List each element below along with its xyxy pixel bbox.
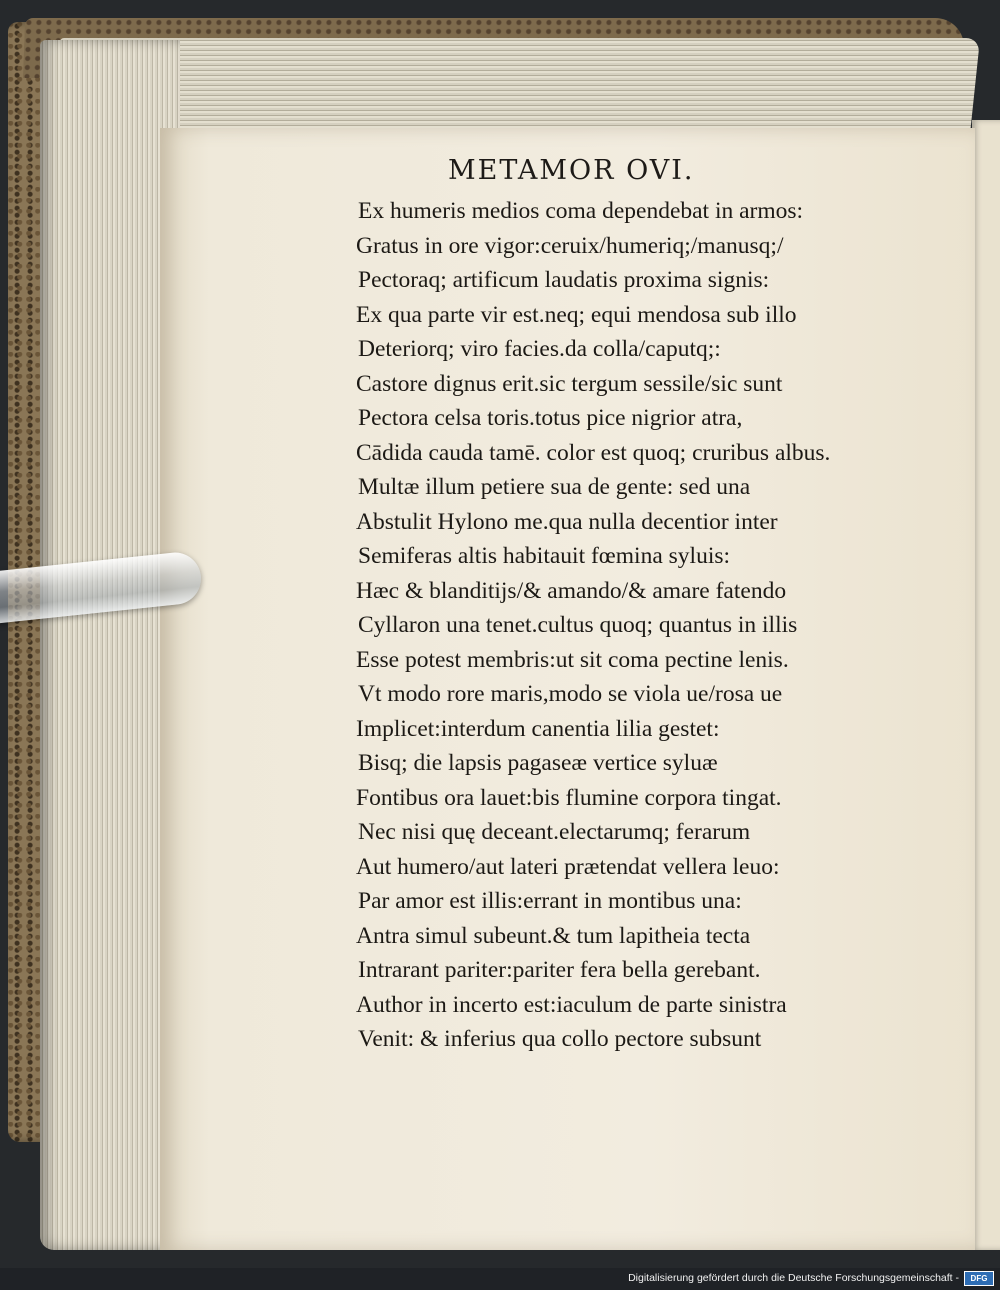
verse-line: Abstulit Hylono me.qua nulla decentior inter	[356, 508, 778, 535]
verse-line: Vt modo rore maris,modo se viola ue/rosa ue	[358, 681, 783, 707]
verse-line: Esse potest membris:ut sit coma pectine lenis.	[356, 646, 789, 673]
dfg-logo: DFG	[964, 1271, 994, 1286]
verse-line: Nec nisi quę deceant.electarumq; ferarum	[358, 819, 751, 845]
page-block-fore-edge	[40, 40, 180, 1250]
verse-line: Gratus in ore vigor:ceruix/humeriq;/manusq;/	[356, 232, 784, 259]
verse-line: Antra simul subeunt.& tum lapitheia tecta	[356, 922, 751, 949]
verse-line: Deteriorq; viro facies.da colla/caputq;:	[358, 336, 721, 362]
verse-line: Bisq; die lapsis pagaseæ vertice syluæ	[358, 750, 718, 776]
verse-line: Pectora celsa toris.totus pice nigrior atra,	[358, 405, 743, 431]
verse-line: Ex qua parte vir est.neq; equi mendosa sub illo	[356, 301, 797, 328]
verse-text	[356, 194, 830, 1057]
running-head: METAMOR OVI.	[448, 155, 695, 186]
verse-line: Implicet:interdum canentia lilia gestet:	[356, 715, 720, 742]
facing-page-edge	[972, 120, 1000, 1250]
credit-text: Digitalisierung gefördert durch die Deutsche Forschungsgemeinschaft -	[628, 1272, 959, 1284]
verse-line: Aut humero/aut lateri prætendat vellera leuo:	[356, 853, 780, 880]
page-block-top-edge	[50, 38, 980, 134]
verse-line: Cyllaron una tenet.cultus quoq; quantus in illis	[358, 612, 798, 638]
verse-line: Hæc & blanditijs/& amando/& amare fatendo	[356, 577, 787, 604]
verse-line: Fontibus ora lauet:bis flumine corpora tingat.	[356, 784, 782, 811]
verse-line: Venit: & inferius qua collo pectore subsunt	[358, 1026, 762, 1052]
verse-line: Ex humeris medios coma dependebat in armos:	[358, 198, 804, 224]
verse-line: Intrarant pariter:pariter fera bella gerebant.	[358, 957, 761, 983]
verse-line: Pectoraq; artificum laudatis proxima signis:	[358, 267, 770, 293]
verse-line: Par amor est illis:errant in montibus una:	[358, 888, 742, 914]
verse-line: Multæ illum petiere sua de gente: sed una	[358, 474, 751, 500]
digitization-credit	[628, 1270, 994, 1286]
verse-line: Castore dignus erit.sic tergum sessile/sic sunt	[356, 370, 783, 397]
verse-line: Semiferas altis habitauit fœmina syluis:	[358, 543, 731, 569]
verse-line: Author in incerto est:iaculum de parte sinistra	[356, 991, 787, 1018]
verse-line: Cādida cauda tamē. color est quoq; cruribus albus.	[356, 439, 831, 466]
